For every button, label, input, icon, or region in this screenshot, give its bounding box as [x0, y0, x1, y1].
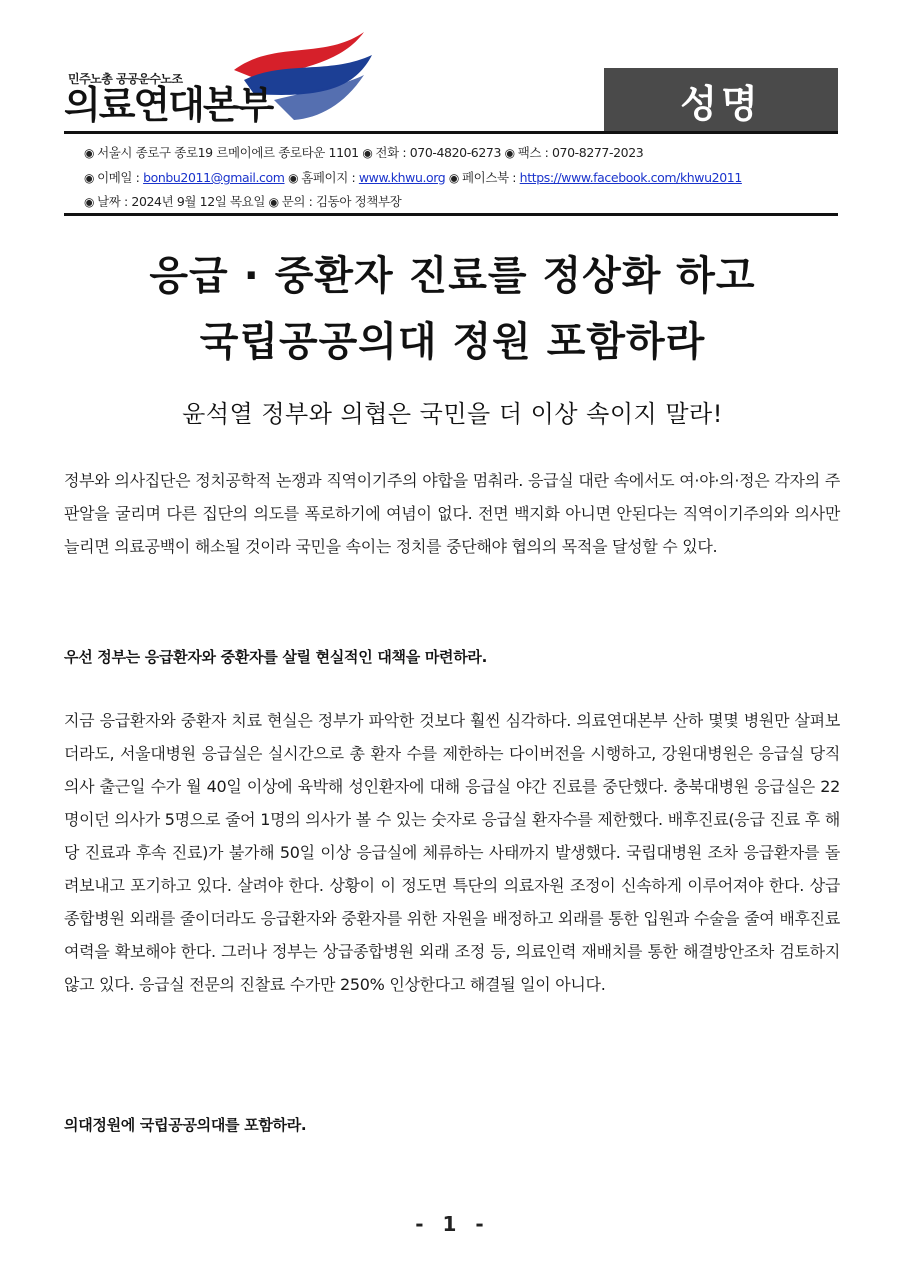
paragraph-emergency: 지금 응급환자와 중환자 치료 현실은 정부가 파악한 것보다 훨씬 심각하다. 의료연대본부 산하 몇몇 병원만 살펴보더라도, 서울대병원 응급실은 실시간으로 총 환자 수를 제한하는 다이버전을 시행하고, 강원대병원은 응급실 당직의사 출근일 수가 월 40일 이상에 육박해 성인환자에 대해 응급실 야간 진료를 중단했다. 충북대병원 응급실은 22명이던 의사가 5명으로 줄어 1명의 의사가 볼 수 있는 숫자로 응급실 환자수를 제한했다. 배후진료(응급 진료 후 해당 진료과 후속 진료)가 불가해 50일 이상 응급실에 체류하는 사태까지 발생했다. 국립대병원 조차 응급환자를 돌려보내고 포기하고 있다. 살려야 한다. 상황이 이 정도면 특단의 의료자원 조정이 신속하게 이루어져야 한다. 상급종합병원 외래를 줄이더라도 응급환자와 중환자를 위한 자원을 배정하고 외래를 통한 입원과 수술을 줄여 배후진료 여력을 확보해야 한다. 그러나 정부는 상급종합병원 외래 조정 등, 의료인력 재배치를 통한 해결방안조차 검토하지 않고 있다. 응급실 전문의 진찰료 수가만 250% 인상한다고 해결될 일이 아니다. [64, 711, 840, 994]
paragraph-intro: 정부와 의사집단은 정치공학적 논쟁과 직역이기주의 야합을 멈춰라. 응급실 대란 속에서도 여·야·의·정은 각자의 주판알을 굴리며 다른 집단의 의도를 폭로하기에 여념이 없다. 전면 백지화 아니면 안된다는 직역이기주의와 의사만 늘리면 의료공백이 해소될 것이라 국민을 속이는 정치를 중단해야 협의의 목적을 달성할 수 있다. [64, 471, 840, 556]
letterhead [0, 0, 905, 215]
union-logo [64, 30, 324, 126]
section-heading-2: 의대정원에 국립공공의대를 포함하라. [64, 1116, 307, 1134]
email-link[interactable]: bonbu2011@gmail.com [143, 170, 285, 185]
bullet-icon: ◉ [288, 171, 299, 185]
facebook-link[interactable]: https://www.facebook.com/khwu2011 [519, 170, 742, 185]
title-line-2: 국립공공의대 정원 포함하라 [199, 319, 706, 365]
bullet-icon: ◉ [448, 171, 459, 185]
contact-line-1 [84, 143, 643, 161]
email-prefix: 이메일 : [97, 170, 144, 185]
date: 날짜 : 2024년 9월 12일 목요일 [97, 194, 266, 209]
homepage-prefix: 홈페이지 : [301, 170, 359, 185]
contact-line-3 [84, 192, 401, 210]
bullet-icon: ◉ [84, 146, 95, 160]
bullet-icon: ◉ [268, 195, 279, 209]
header-rule-top [64, 131, 838, 134]
statement-badge: 성명 [604, 68, 838, 132]
title-line-1: 응급 · 중환자 진료를 정상화 하고 [149, 253, 756, 299]
org-subtitle: 민주노총 공공운수노조 [68, 72, 183, 86]
bullet-icon: ◉ [504, 146, 515, 160]
org-name: 의료연대본부 [64, 83, 273, 127]
facebook-prefix: 페이스북 : [462, 170, 520, 185]
section-heading-1: 우선 정부는 응급환자와 중환자를 살릴 현실적인 대책을 마련하라. [64, 648, 487, 666]
phone: 전화 : 070-4820-6273 [375, 145, 502, 160]
subtitle: 윤석열 정부와 의협은 국민을 더 이상 속이지 말라! [182, 400, 723, 428]
contact-line-2 [84, 168, 742, 186]
contact-person: 문의 : 김동아 정책부장 [281, 194, 402, 209]
fax: 팩스 : 070-8277-2023 [517, 145, 644, 160]
homepage-link[interactable]: www.khwu.org [358, 170, 446, 185]
address: 서울시 종로구 종로19 르메이에르 종로타운 1101 [97, 145, 359, 160]
bullet-icon: ◉ [84, 195, 95, 209]
bullet-icon: ◉ [84, 171, 95, 185]
header-rule-bottom [64, 213, 838, 216]
bullet-icon: ◉ [362, 146, 373, 160]
page-number: - 1 - [415, 1212, 490, 1236]
